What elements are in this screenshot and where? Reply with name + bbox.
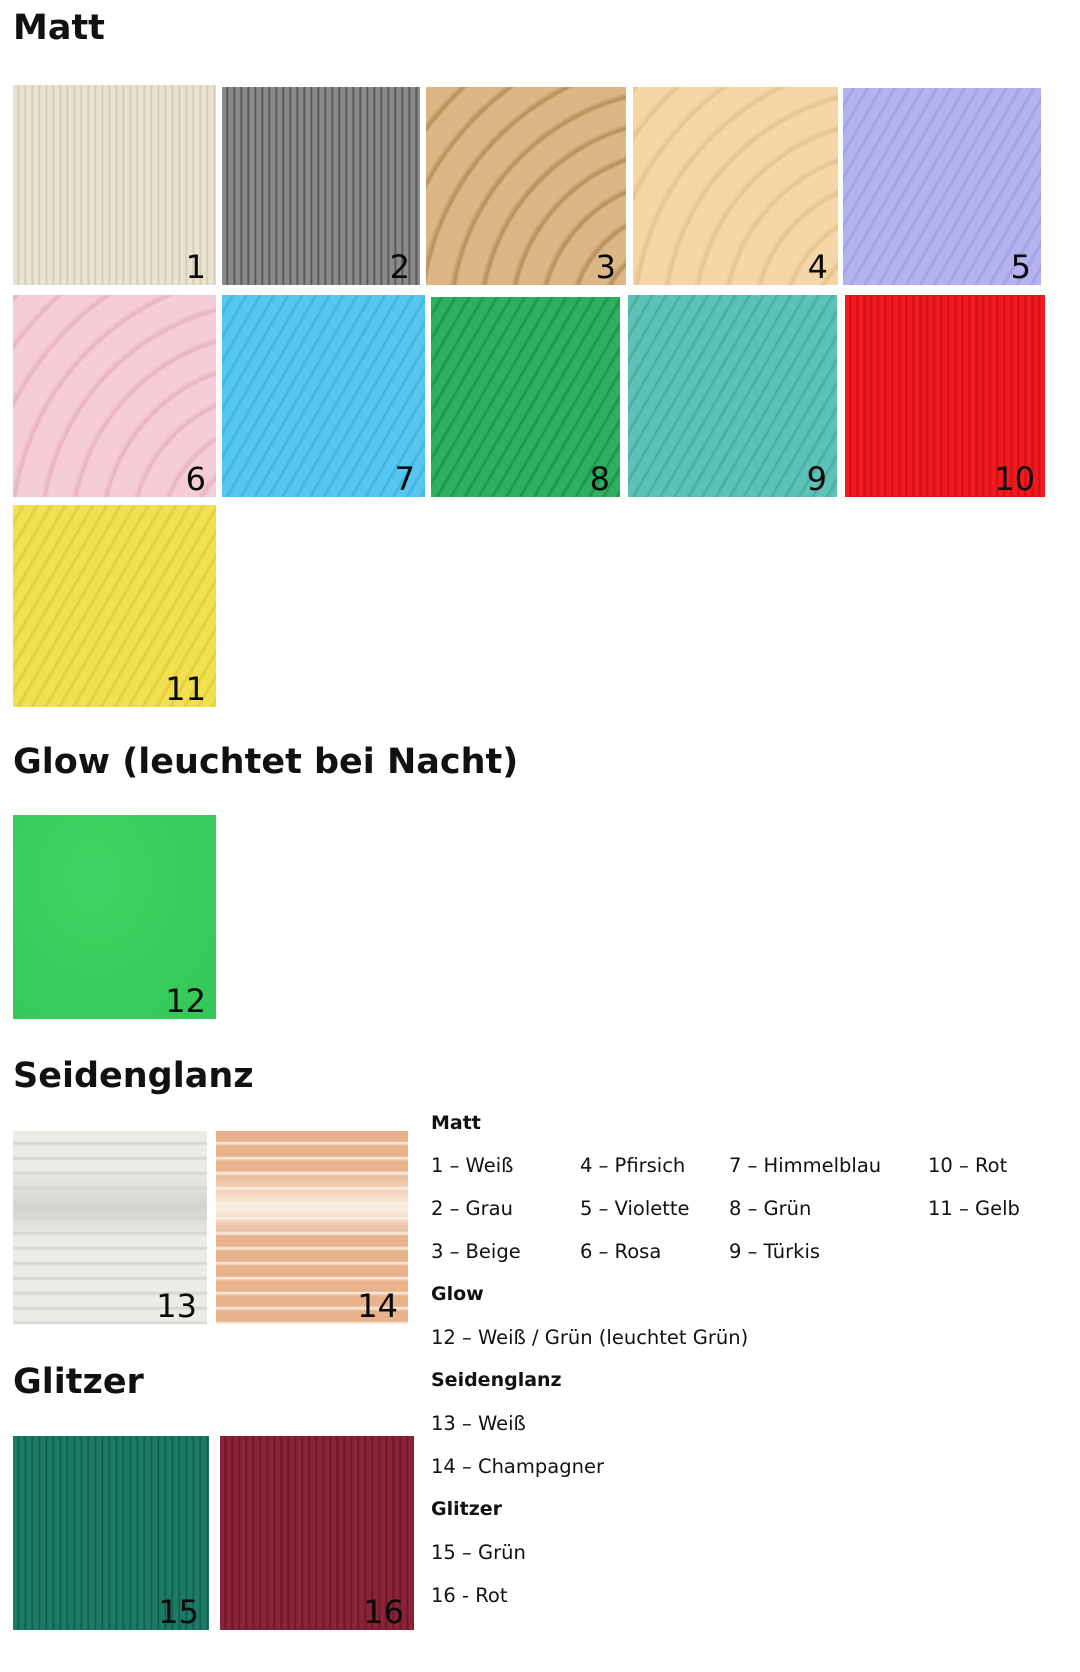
swatch-3	[426, 87, 626, 285]
swatch-number: 15	[158, 1593, 199, 1630]
swatch-16	[220, 1436, 414, 1630]
swatch-number: 8	[589, 460, 610, 497]
section-title-glitzer: Glitzer	[13, 1362, 144, 1402]
swatch-14	[216, 1131, 408, 1324]
swatch-2	[222, 87, 420, 285]
swatch-5	[843, 88, 1041, 285]
swatch-13	[13, 1131, 207, 1324]
swatch-number: 9	[806, 460, 827, 497]
swatch-6	[13, 295, 216, 497]
legend-item: 7 – Himmelblau	[729, 1154, 882, 1177]
legend-item: 2 – Grau	[431, 1197, 513, 1220]
swatch-number: 3	[595, 248, 616, 285]
legend-item: 4 – Pfirsich	[580, 1154, 686, 1177]
section-title-glow: Glow (leuchtet bei Nacht)	[13, 742, 519, 782]
legend-item: 11 – Gelb	[928, 1197, 1020, 1220]
legend-item: 1 – Weiß	[431, 1154, 514, 1177]
swatch-15	[13, 1436, 209, 1630]
swatch-number: 4	[807, 248, 828, 285]
swatch-number: 14	[357, 1287, 398, 1324]
legend-title-glow: Glow	[431, 1283, 484, 1305]
swatch-number: 6	[185, 460, 206, 497]
legend-item: 15 – Grün	[431, 1541, 526, 1564]
legend-item: 6 – Rosa	[580, 1240, 662, 1263]
section-title-seidenglanz: Seidenglanz	[13, 1056, 254, 1096]
section-title-matt: Matt	[13, 8, 105, 48]
legend-item: 10 – Rot	[928, 1154, 1008, 1177]
legend-item: 5 – Violette	[580, 1197, 690, 1220]
legend-item: 14 – Champagner	[431, 1455, 604, 1478]
swatch-11	[13, 505, 216, 707]
swatch-number: 16	[363, 1593, 404, 1630]
swatch-number: 13	[156, 1287, 197, 1324]
swatch-12	[13, 815, 216, 1019]
swatch-4	[633, 87, 838, 285]
swatch-number: 10	[994, 460, 1035, 497]
legend-item: 12 – Weiß / Grün (leuchtet Grün)	[431, 1326, 749, 1349]
swatch-10	[845, 295, 1045, 497]
swatch-8	[431, 297, 620, 497]
legend-item: 13 – Weiß	[431, 1412, 526, 1435]
legend-item: 9 – Türkis	[729, 1240, 821, 1263]
swatch-number: 7	[394, 460, 415, 497]
legend-item: 16 - Rot	[431, 1584, 508, 1607]
swatch-number: 5	[1010, 248, 1031, 285]
swatch-number: 11	[165, 670, 206, 707]
swatch-7	[222, 295, 425, 497]
legend-title-glitzer: Glitzer	[431, 1498, 503, 1520]
swatch-number: 1	[185, 248, 206, 285]
swatch-9	[628, 295, 837, 497]
swatch-1	[13, 85, 216, 285]
legend-title-matt: Matt	[431, 1112, 481, 1134]
legend-item: 8 – Grün	[729, 1197, 812, 1220]
legend-item: 3 – Beige	[431, 1240, 521, 1263]
swatch-number: 12	[165, 982, 206, 1019]
legend-title-seidenglanz: Seidenglanz	[431, 1369, 562, 1391]
swatch-number: 2	[389, 248, 410, 285]
